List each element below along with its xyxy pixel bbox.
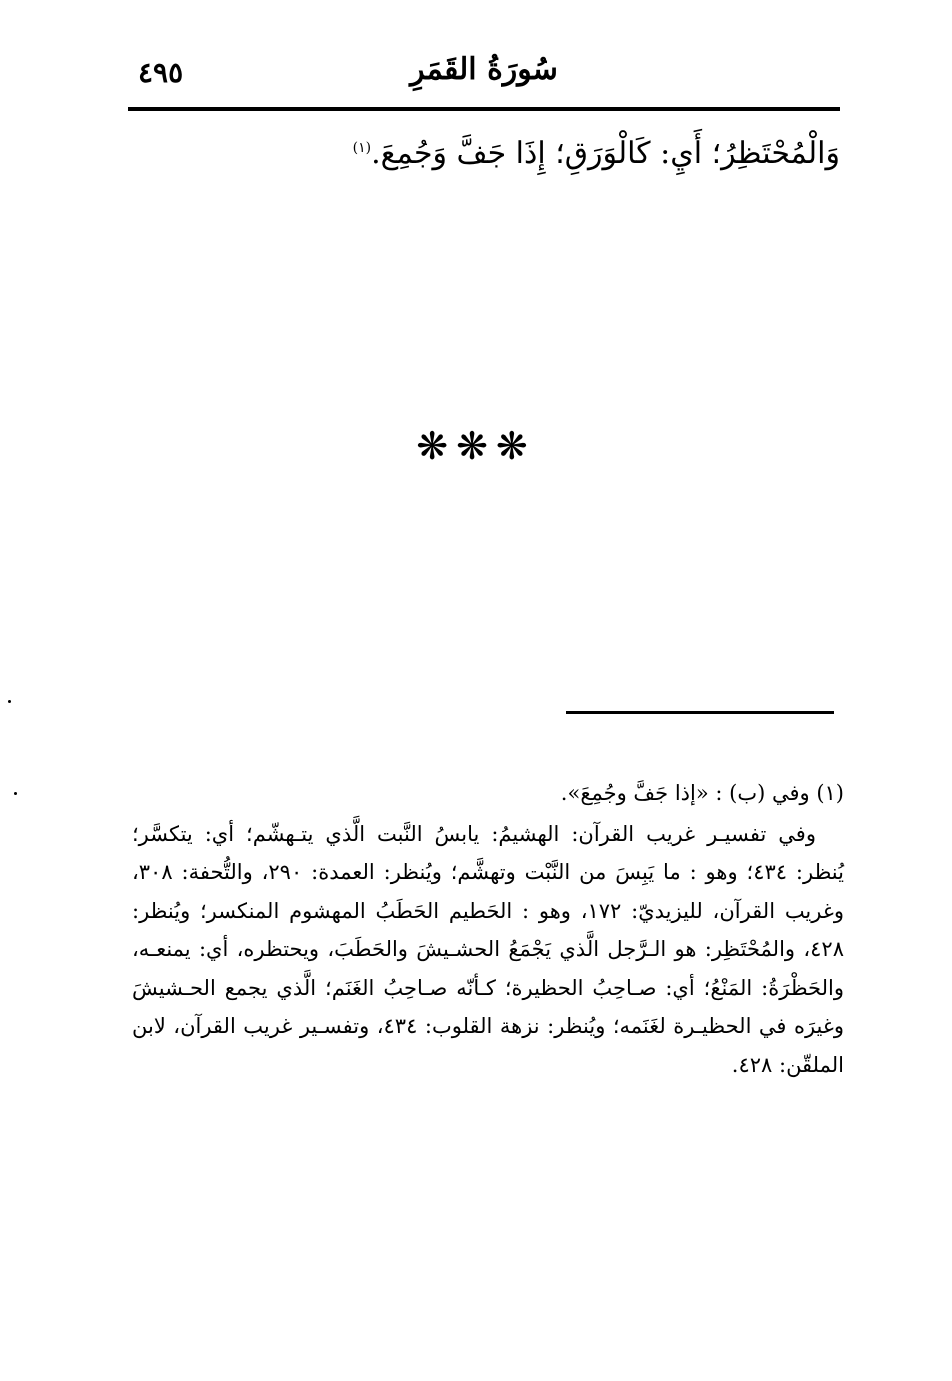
- footnote-divider: [566, 711, 834, 714]
- surah-title: سُورَةُ القَمَرِ: [410, 52, 558, 87]
- scan-dot: [8, 700, 11, 703]
- header-divider: [128, 107, 840, 111]
- verse-text: [128, 136, 840, 171]
- page-number: ٤٩٥: [138, 56, 184, 89]
- footnote-1-line: (١) وفي (ب) : «إذا جَفَّ وجُمِعَ».: [560, 781, 844, 805]
- section-separator: ❋❋❋: [416, 424, 536, 468]
- footnotes: [132, 774, 844, 1084]
- scan-dot: [14, 792, 17, 795]
- verse-body: وَالْمُحْتَظِرُ؛ أَيِ: كَالْوَرَقِ؛ إِذَا جَفَّ وَجُمِعَ.: [371, 136, 840, 171]
- footnote-marker: (١): [352, 140, 372, 156]
- page-header: [128, 48, 840, 108]
- footnote-1-body: وفي تفسيـر غريب القرآن: الهشيمُ: يابسُ النَّبت الَّذي يتـهشّم؛ أي: يتكسَّر؛ يُنظر: ٤٣٤؛ وهو : ما يَبِسَ من النَّبْت وتهشَّم؛ ويُنظر: العمدة: ٢٩٠، والتُّحفة: ٣٠٨، وغريب القرآن، لليزيديّ: ١٧٢، وهو : الحَطيم الحَطَبُ المهشوم المنكسر؛ ويُنظر: ٤٢٨، والمُحْتَظِر: هو الـرَّجل الَّذي يَجْمَعُ الحشـيشَ والحَطَبَ، ويحتظره، أي: يمنعـه، والحَظْرَةُ: المَنْعُ؛ أي: صـاحِبُ الحظيرة؛ كـأنّه صـاحِبُ الغَنَم؛ الَّذي يجمع الحـشيشَ وغيرَه في الحظيـرة لغَنَمه؛ ويُنظر: نزهة القلوب: ٤٣٤، وتفسـير غريب القرآن، لابن الملقّن: ٤٢٨.: [132, 821, 844, 1077]
